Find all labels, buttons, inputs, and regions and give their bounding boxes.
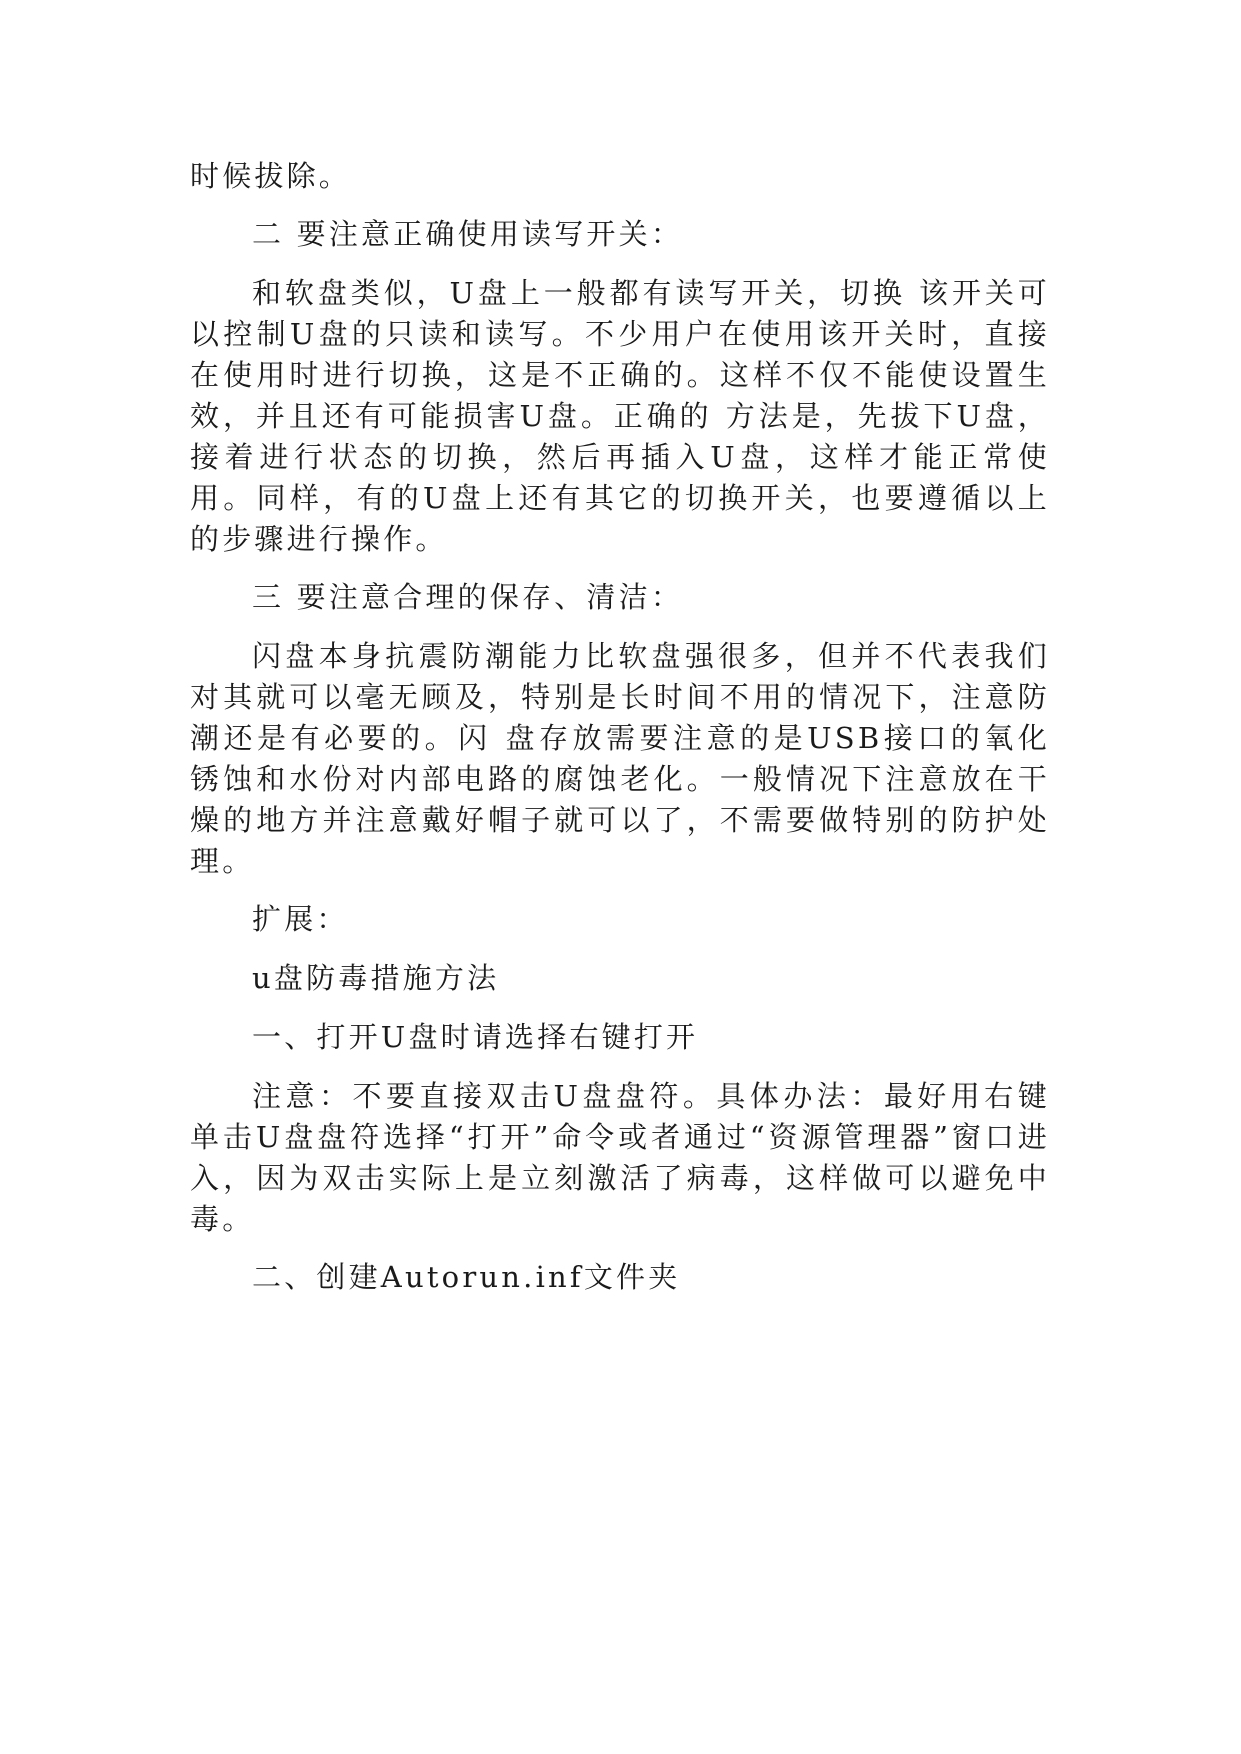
- method-heading-1: 一、打开U盘时请选择右键打开: [252, 1020, 699, 1054]
- subtitle-antivirus-methods: u盘防毒措施方法: [252, 961, 500, 995]
- paragraph-continuation: 时候拔除。: [190, 159, 352, 193]
- paragraph-storage-cleaning: 闪盘本身抗震防潮能力比软盘强很多，但并不代表我们对其就可以毫无顾及，特别是长时间不用的情况下，注意防潮还是有必要的。闪 盘存放需要注意的是USB接口的氧化锈蚀和水份对内部电路的腐蚀老化。一般情况下注意放在干燥的地方并注意戴好帽子就可以了，不需要做特别的防护处理。: [190, 639, 1050, 878]
- paragraph-read-write-switch: 和软盘类似，U盘上一般都有读写开关，切换 该开关可以控制U盘的只读和读写。不少用户在使用该开关时，直接在使用时进行切换，这是不正确的。这样不仅不能使设置生效，并且还有可能损害U盘。正确的 方法是，先拔下U盘，接着进行状态的切换，然后再插入U盘，这样才能正常使用。同样，有的U盘上还有其它的切换开关，也要遵循以上的步骤进行操作。: [190, 276, 1050, 556]
- method-heading-2: 二、创建Autorun.inf文件夹: [252, 1260, 681, 1294]
- section-heading-3: 三 要注意合理的保存、清洁：: [252, 580, 684, 614]
- extension-label: 扩展：: [252, 902, 349, 936]
- paragraph-right-click-open: 注意：不要直接双击U盘盘符。具体办法：最好用右键单击U盘盘符选择“打开”命令或者通过“资源管理器”窗口进入，因为双击实际上是立刻激活了病毒，这样做可以避免中毒。: [190, 1079, 1050, 1236]
- document-body: [190, 156, 1050, 1316]
- section-heading-2: 二 要注意正确使用读写开关：: [252, 217, 684, 251]
